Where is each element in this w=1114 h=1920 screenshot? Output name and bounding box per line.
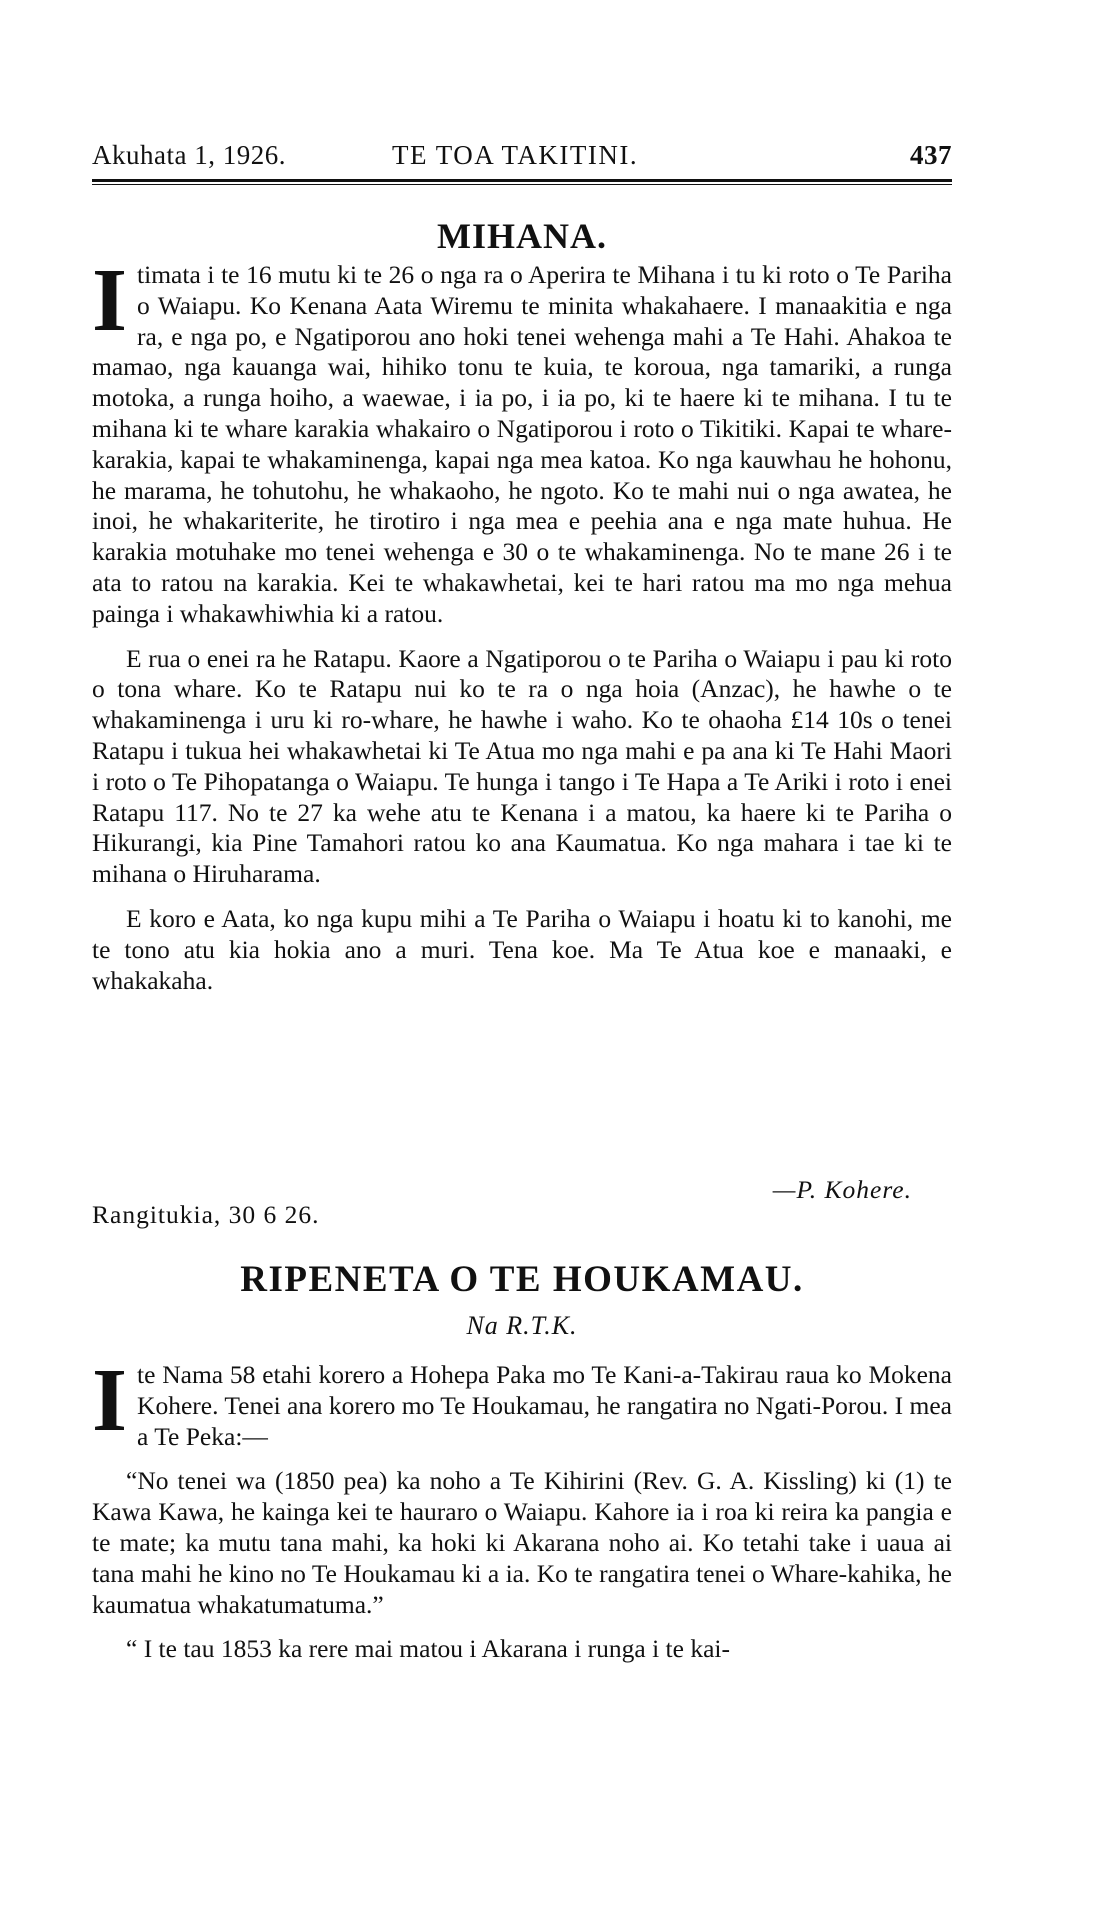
issue-date: Akuhata 1, 1926. [92, 140, 286, 170]
publication-title: TE TOA TAKITINI. [392, 140, 639, 170]
paragraph: E koro e Aata, ko nga kupu mihi a Te Pariha o Waiapu i hoatu ki to kanohi, me te tono atu kia hokia ano a muri. Tena koe. Ma Te Atua koe e manaaki, e whakakaha. [92, 903, 952, 995]
article-body-mihana [92, 251, 952, 996]
newspaper-page [92, 0, 952, 1920]
paragraph [92, 1351, 952, 1452]
page-number: 437 [910, 140, 952, 170]
drop-cap: I [92, 1351, 128, 1450]
paragraph: “No tenei wa (1850 pea) ka noho a Te Kihirini (Rev. G. A. Kissling) ki (1) te Kawa Kawa, he kainga kei te hauraro o Waiapu. Kahore ia i roa ki reira ka pangia e te mate; ka mutu tana mahi, ka hoki ki Akarana noho ai. Ko tetahi take i uaua ai tana mahi he kino no Te Houkamau ki a ia. Ko te rangatira tenei o Whare-kahika, he kaumatua whakatumatuma.” [92, 1466, 952, 1619]
article-body-ripeneta [92, 1351, 952, 1665]
paragraph [92, 251, 952, 630]
author-signature: —P. Kohere. [772, 1175, 912, 1204]
paragraph: E rua o enei ra he Ratapu. Kaore a Ngatiporou o te Pariha o Waiapu i pau ki roto o tona whare. Ko te Ratapu nui ko te ra o nga hoia (Anzac), he hawhe o te whakaminenga i uru ki ro-whare, he hawhe i waho. Ko te ohaoha £14 10s o tenei Ratapu i tukua hei whakawhetai ki Te Atua mo nga mahi e pa ana ki Te Hahi Maori i roto o Te Pihopatanga o Waiapu. Te hunga i tango i Te Hapa a Te Ariki i roto i enei Ratapu 117. No te 27 ka wehe atu te Kenana i a matou, ka haere ki te Pariha o Hikurangi, kia Pine Tamahori ratou ko ana Kaumatua. Ko nga mahara i tae ki te mihana o Hiruharama. [92, 643, 952, 889]
article-title-mihana: MIHANA. [437, 216, 607, 256]
byline: Na R.T.K. [466, 1311, 578, 1340]
paragraph: “ I te tau 1853 ka rere mai matou i Akarana i runga i te kai- [126, 1634, 730, 1664]
drop-cap: I [92, 251, 128, 350]
article-title-ripeneta: RIPENETA O TE HOUKAMAU. [240, 1259, 804, 1300]
running-head [92, 140, 952, 176]
paragraph-text: timata i te 16 mutu ki te 26 o nga ra o Aperira te Mihana i tu ki roto o Te Pariha o Waiapu. Ko Kenana Aata Wiremu te minita whakahaere. I manaakitia e nga ra, e nga po, e Ngatiporou ano hoki tenei wehenga mahi a Te Hahi. Ahakoa te mamao, nga kauanga wai, hihiko tonu te kuia, te koroua, nga tamariki, a runga motoka, a runga hoiho, a waewae, i ia po, i ia po, ki te haere ki te mihana. I tu te mihana ki te whare karakia whakairo o Ngatiporou i roto o Tikitiki. Kapai te whare-karakia, kapai te whakaminenga, kapai nga mea katoa. Ko nga kauwhau he hohonu, he marama, he tohutohu, he whakaoho, he ngoto. Ko te mahi nui o nga awatea, he inoi, he whakariterite, he tirotiro i nga mea e peehia ana e nga mate huhua. He karakia motuhake mo tenei wehenga e 30 o te whakaminenga. No te mane 26 i te ata to ratou na karakia. Kei te whakawhetai, kei te hari ratou ma mo nga mehua painga i whakawhiwhia ki a ratou. [92, 260, 952, 628]
dateline: Rangitukia, 30 6 26. [92, 1200, 320, 1229]
header-rule [92, 179, 952, 182]
paragraph-text: te Nama 58 etahi korero a Hohepa Paka mo Te Kani-a-Takirau raua ko Mokena Kohere. Tenei ana korero mo Te Houkamau, he rangatira no Ngati-Porou. I mea a Te Peka:— [137, 1360, 952, 1451]
header-rule-thin [92, 184, 952, 185]
